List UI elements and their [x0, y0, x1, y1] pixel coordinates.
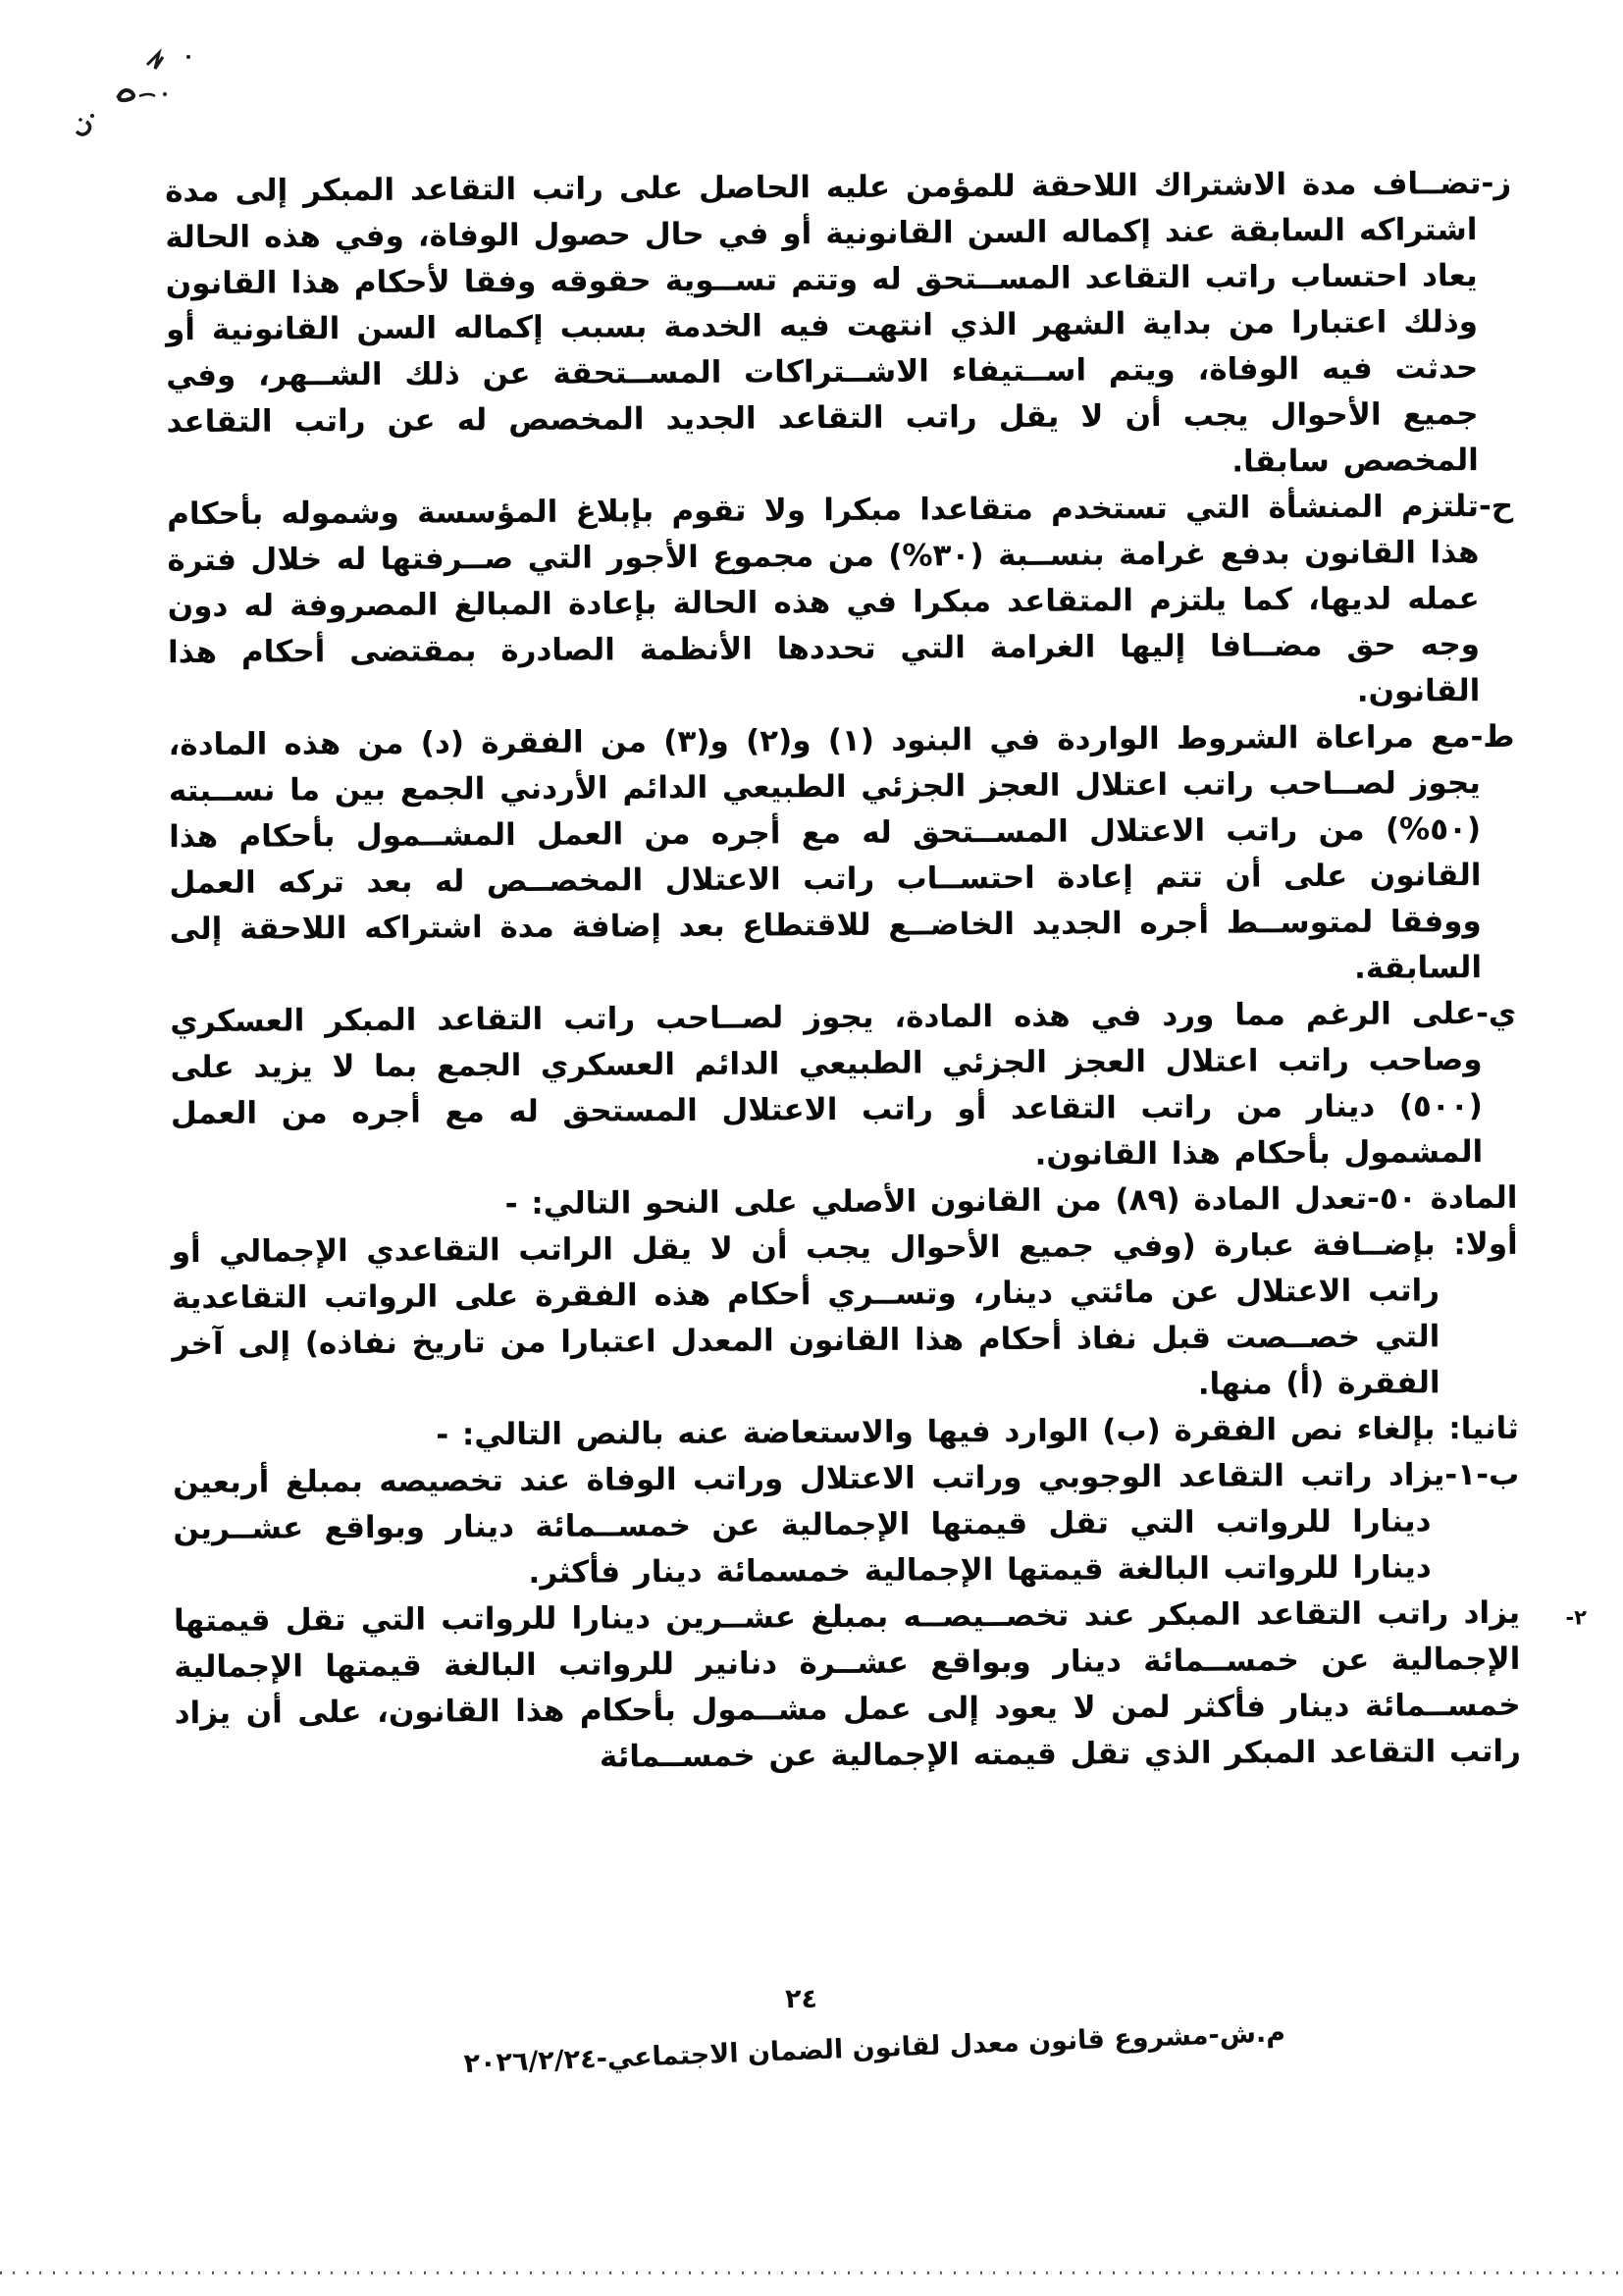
footer-note: م.ش-مشروع قانون معدل لقانون الضمان الاجتماعي-٢٠٢٦/٢/٢٤	[463, 2017, 1286, 2080]
clause-second: ثانيا: بإلغاء نص الفقرة (ب) الوارد فيها والاستعاضة عنه بالنص التالي: -	[436, 1410, 1519, 1453]
document-text-block	[165, 161, 1588, 1783]
page-number: ٢٤	[785, 1984, 817, 2014]
article-50-heading-line: المادة ٥٠-تعدل المادة (٨٩) من القانون الأصلي على النحو التالي: -	[504, 1179, 1518, 1223]
subitem-2	[173, 1591, 1588, 1783]
subitem-2-text: يزاد راتب التقاعد المبكر عند تخصــيصــه بمبلغ عشــرين دينارا للرواتب التي تقل قيمتها الإجمالية عن خمســمائة دينار وبواقع عشــرة دنانير للرواتب البالغة قيمتها الإجمالية خمســمائة دينار فأكثر لمن لا يعود إلى عمل مشــمول بأحكام هذا القانون، على أن يزاد راتب التقاعد المبكر الذي تقل قيمته الإجمالية عن خمســمائة	[173, 1594, 1521, 1775]
ink-mark-1	[137, 43, 206, 82]
ink-mark-3	[67, 106, 126, 145]
paragraph-letter-tah: ط-مع مراعاة الشروط الواردة في البنود (١) و(٢) و(٣) من الفقرة (د) من هذه المادة، يجوز لصــاحب راتب اعتلال العجز الجزئي الطبيعي الدائم الأردني الجمع بين ما نســبته (٥٠%) من راتب الاعتلال المســتحق له مع أجره من العمل المشــمول بأحكام هذا القانون على أن تتم إعادة احتســاب راتب الاعتلال المخصــص له بعد تركه العمل ووفقا لمتوســط أجره الجديد الخاضــع للاقتطاع بعد إضافة مدة اشتراكه اللاحقة إلى السابقة.	[168, 718, 1515, 986]
paragraph-letter-hah: ح-تلتزم المنشأة التي تستخدم متقاعدا مبكرا ولا تقوم بإبلاغ المؤسسة وشموله بأحكام هذا القانون بدفع غرامة بنســبة (٣٠%) من مجموع الأجور التي صــرفتها له خلال فترة عمله لديها، كما يلتزم المتقاعد مبكرا في هذه الحالة بإعادة المبالغ المصروفة له دون وجه حق مضــافا إليها الغرامة التي تحددها الأنظمة الصادرة بمقتضى أحكام هذا القانون.	[167, 488, 1514, 709]
subitem-b1: ب-١-يزاد راتب التقاعد الوجوبي وراتب الاعتلال وراتب الوفاة عند تخصيصه بمبلغ أربعين دينارا للرواتب التي تقل قيمتها الإجمالية عن خمســمائة دينار وبواقع عشــرين دينارا للرواتب البالغة قيمتها الإجمالية خمسمائة دينار فأكثر.	[173, 1456, 1520, 1591]
paragraph-letter-yaa: ي-على الرغم مما ورد في هذه المادة، يجوز لصــاحب راتب التقاعد المبكر العسكري وصاحب راتب اعتلال العجز الجزئي الطبيعي الدائم العسكري الجمع بما لا يزيد على (٥٠٠) دينار من راتب التقاعد أو راتب الاعتلال المستحق له مع أجره من العمل المشمول بأحكام هذا القانون.	[170, 995, 1517, 1173]
paragraph-letter-zain: ز-تضــاف مدة الاشتراك اللاحقة للمؤمن عليه الحاصل على راتب التقاعد المبكر إلى مدة اشتراكه السابقة عند إكماله السن القانونية أو في حال حصول الوفاة، وفي هذه الحالة يعاد احتساب راتب التقاعد المســتحق له وتتم تســوية حقوقه وفقا لأحكام هذا القانون وذلك اعتبارا من بداية الشهر الذي انتهت فيه الخدمة بسبب إكماله السن القانونية أو حدثت فيه الوفاة، ويتم اســتيفاء الاشــتراكات المســتحقة عن ذلك الشــهر، وفي جميع الأحوال يجب أن لا يقل راتب التقاعد الجديد المخصص له عن راتب التقاعد المخصص سابقا.	[165, 165, 1512, 480]
clause-first: أولا: بإضــافة عبارة (وفي جميع الأحوال يجب أن لا يقل الراتب التقاعدي الإجمالي أو راتب الاعتلال عن مائتي دينار، وتســري أحكام هذه الفقرة على الرواتب التقاعدية التي خصــصت قبل نفاذ أحكام هذا القانون المعدل اعتبارا من تاريخ نفاذه) إلى آخر الفقرة (أ) منها.	[171, 1226, 1518, 1402]
bottom-dotted-line	[0, 2271, 1623, 2274]
subitem-2-marker: ٢-	[1565, 1605, 1588, 1630]
